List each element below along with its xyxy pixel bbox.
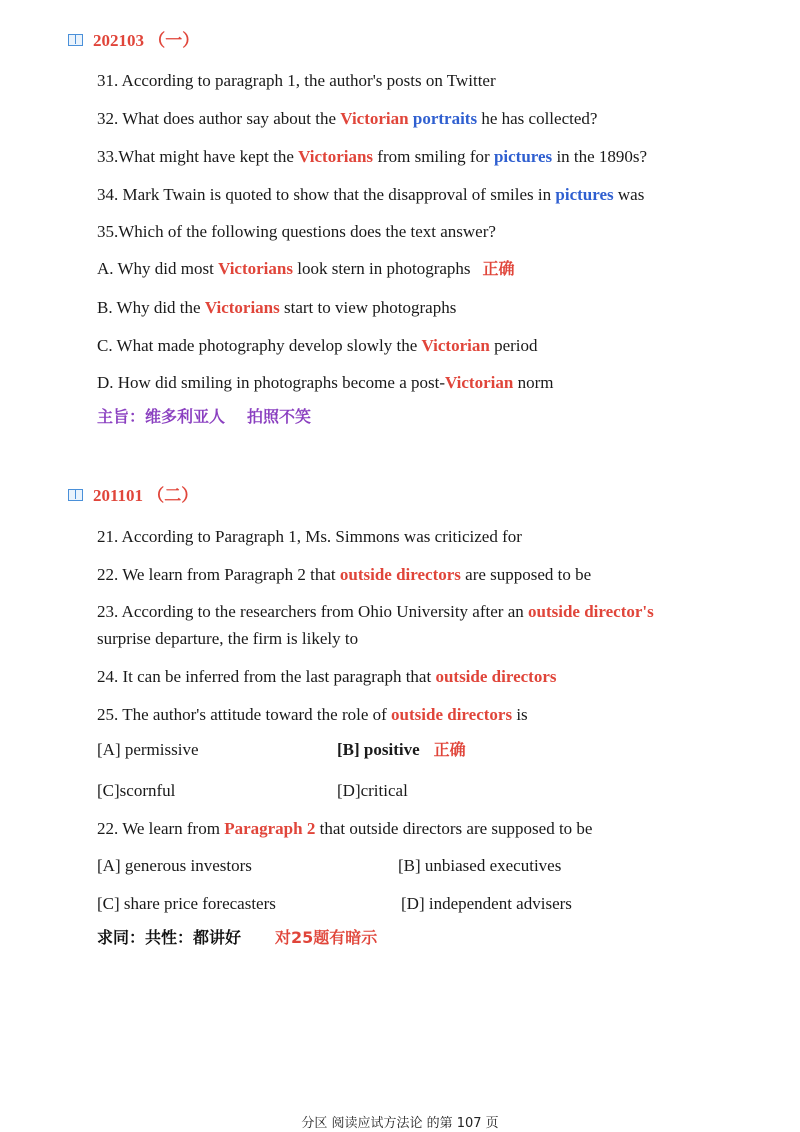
question-22-repeat: 22. We learn from Paragraph 2 that outside directors are supposed to be (97, 819, 593, 838)
option-b: B. Why did the Victorians start to view photographs (97, 298, 457, 317)
correct-mark: 正确 (482, 259, 515, 278)
q22-option-d: [D] independent advisers (401, 894, 572, 913)
q25-option-a: [A] permissive (97, 740, 199, 759)
option-d: D. How did smiling in photographs become a post-Victorian norm (97, 373, 554, 392)
book-icon (68, 489, 83, 501)
question-25: 25. The author's attitude toward the role of outside directors is (97, 705, 528, 724)
option-a: A. Why did most Victorians look stern in photographs 正确 (97, 259, 515, 278)
q22-option-b: [B] unbiased executives (398, 856, 562, 875)
page-footer: 分区 阅读应试方法论 的第 107 页 (301, 1116, 499, 1131)
section-header-201101: 201101 （二） (68, 485, 198, 507)
theme-note: 主旨：维多利亚人 拍照不笑 (97, 407, 312, 426)
question-23-cont: surprise departure, the firm is likely to (97, 629, 359, 648)
question-32: 32. What does author say about the Victorian portraits he has collected? (97, 109, 598, 128)
question-34: 34. Mark Twain is quoted to show that the disapproval of smiles in pictures was (97, 185, 645, 204)
summary-note: 求同：共性：都讲好 对25题有暗示 (97, 928, 378, 947)
correct-mark: 正确 (433, 740, 466, 759)
question-33: 33.What might have kept the Victorians from smiling for pictures in the 1890s? (97, 147, 648, 166)
q25-option-b: [B] positive 正确 (337, 740, 466, 759)
q22-option-c: [C] share price forecasters (97, 894, 276, 913)
q25-option-d: [D]critical (337, 781, 408, 800)
q22-option-a: [A] generous investors (97, 856, 252, 875)
question-35: 35.Which of the following questions does the text answer? (97, 222, 496, 241)
question-22: 22. We learn from Paragraph 2 that outside directors are supposed to be (97, 565, 592, 584)
book-icon (68, 34, 83, 46)
question-23: 23. According to the researchers from Ohio University after an outside director's (97, 602, 654, 621)
q25-option-c: [C]scornful (97, 781, 176, 800)
question-31: 31. According to paragraph 1, the author's posts on Twitter (97, 71, 496, 90)
option-c: C. What made photography develop slowly the Victorian period (97, 336, 538, 355)
question-21: 21. According to Paragraph 1, Ms. Simmons was criticized for (97, 527, 522, 546)
section-header-202103: 202103 （一） (68, 30, 199, 52)
question-24: 24. It can be inferred from the last paragraph that outside directors (97, 667, 557, 686)
